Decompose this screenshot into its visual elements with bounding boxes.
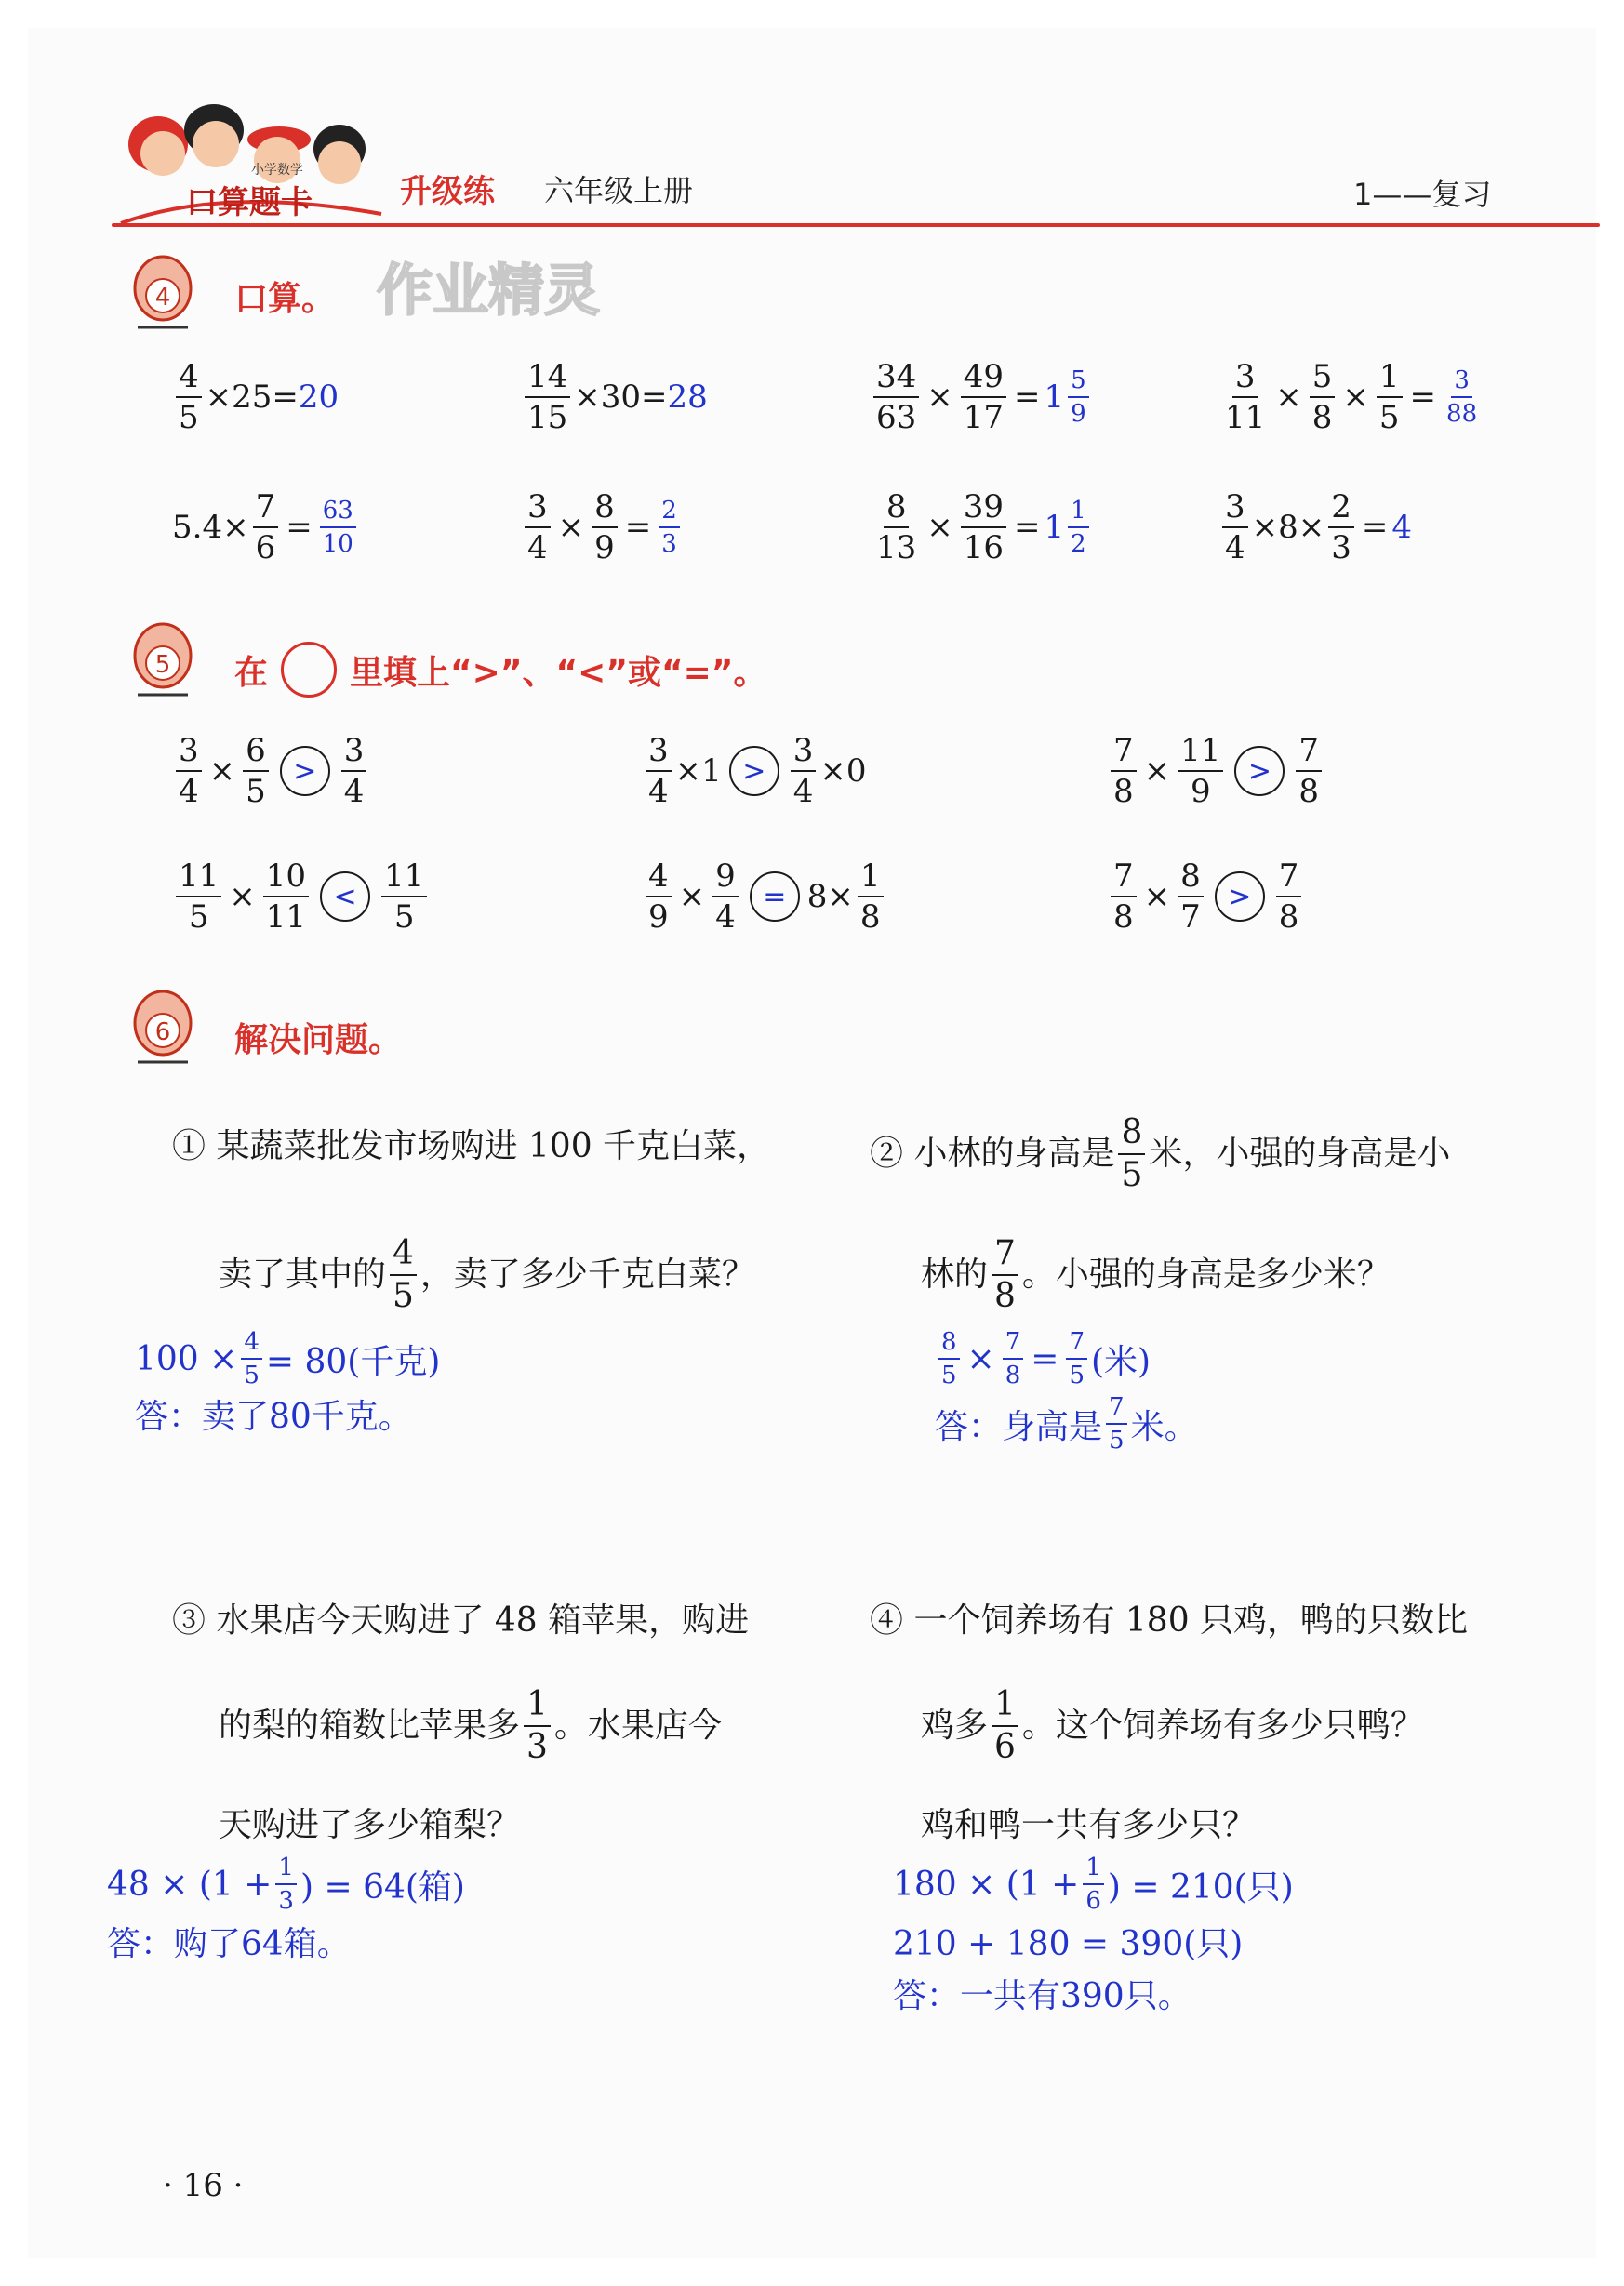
problem-2-solution: $\frac{8}{5}$ × $\frac{7}{8}$ = $\frac{7}{5}$ (米) [935, 1330, 1151, 1388]
svg-text:5: 5 [154, 651, 171, 679]
problem-1-solution: 100 × $\frac{4}{5}$ = 80(千克) [135, 1328, 441, 1389]
bird-number-icon [130, 618, 195, 702]
compare-sign[interactable]: = [750, 871, 800, 922]
problem-3-line-1: ③ 水果店今天购进了 48 箱苹果，购进 [172, 1602, 750, 1640]
calc-item-1: $\frac{4}{5}$ ×25= 20 [172, 361, 339, 433]
compare-item-1: $\frac{3}{4}$ × $\frac{6}{5}$ > $\frac{3}{4}$ [172, 735, 370, 807]
section-5-badge [130, 618, 195, 706]
section-6-badge [130, 986, 195, 1073]
calc-item-7: $\frac{8}{13}$ × $\frac{39}{16}$ = 1 $\frac{1}{2}$ [870, 491, 1093, 564]
compare-item-4: $\frac{11}{5}$ × $\frac{10}{11}$ < $\frac{11}{5}$ [172, 860, 431, 933]
problem-1-answer: 答：卖了80千克。 [135, 1398, 412, 1436]
bird-number-icon [130, 251, 195, 335]
compare-item-2: $\frac{3}{4}$ ×1 > $\frac{3}{4}$ ×0 [642, 735, 867, 807]
unit-label: 1——复习 [1353, 177, 1492, 212]
calc-item-8: $\frac{3}{4}$ ×8× $\frac{2}{3}$ = 4 [1218, 491, 1412, 564]
compare-sign[interactable]: > [1234, 746, 1285, 796]
bird-number-icon [130, 986, 195, 1070]
problem-3-solution: 48 × (1 + $\frac{1}{3}$ ) = 64(箱) [107, 1854, 465, 1915]
compare-sign[interactable]: > [729, 746, 779, 796]
calc-item-2: $\frac{14}{15}$ ×30= 28 [521, 361, 708, 433]
header-divider [112, 223, 1600, 227]
problem-2-line-1: ② 小林的身高是 $\frac{8}{5}$ 米，小强的身高是小 [870, 1113, 1451, 1194]
problem-4-line-3: 鸡和鸭一共有多少只？ [921, 1806, 1257, 1844]
problem-2-answer: 答：身高是 $\frac{7}{5}$ 米。 [935, 1393, 1198, 1455]
problem-4-solution-1: 180 × (1 + $\frac{1}{6}$ ) = 210(只) [893, 1854, 1294, 1915]
section-5-title: 在 里填上“>”、“<”或“=”。 [234, 642, 766, 698]
logo-title: 口算题卡 [186, 184, 313, 221]
problem-4-line-1: ④ 一个饲养场有 180 只鸡，鸭的只数比 [870, 1602, 1469, 1640]
compare-item-3: $\frac{7}{8}$ × $\frac{11}{9}$ > $\frac{7}{8}$ [1107, 735, 1325, 807]
problem-4-line-2: 鸡多 $\frac{1}{6}$ 。这个饲养场有多少只鸭？ [921, 1685, 1424, 1766]
problem-1-line-2: 卖了其中的 $\frac{4}{5}$ ，卖了多少千克白菜？ [219, 1234, 755, 1315]
problem-3-line-2: 的梨的箱数比苹果多 $\frac{1}{3}$ 。水果店今 [219, 1685, 722, 1766]
logo-subtitle: 小学数学 [251, 163, 303, 178]
calc-item-3: $\frac{34}{63}$ × $\frac{49}{17}$ = 1 $\frac{5}{9}$ [870, 361, 1093, 433]
watermark: 作业精灵 [377, 259, 600, 324]
section-6-title: 解决问题。 [234, 1021, 403, 1059]
svg-text:6: 6 [154, 1018, 171, 1046]
problem-2-line-2: 林的 $\frac{7}{8}$ 。小强的身高是多少米？ [921, 1234, 1391, 1315]
svg-text:4: 4 [154, 284, 171, 312]
compare-sign[interactable]: > [280, 746, 330, 796]
section-4-title: 口算。 [234, 280, 336, 318]
problem-3-line-3: 天购进了多少箱梨？ [219, 1806, 521, 1844]
compare-sign[interactable]: > [1215, 871, 1265, 922]
problem-4-solution-2: 210 + 180 = 390(只) [893, 1925, 1244, 1963]
calc-item-6: $\frac{3}{4}$ × $\frac{8}{9}$ = $\frac{2}{3}$ [521, 491, 684, 564]
compare-item-6: $\frac{7}{8}$ × $\frac{8}{7}$ > $\frac{7}{8}$ [1107, 860, 1305, 933]
compare-item-5: $\frac{4}{9}$ × $\frac{9}{4}$ = 8× $\frac{1}{8}$ [642, 860, 887, 933]
series-label: 升级练 [400, 173, 495, 210]
grade-label: 六年级上册 [544, 173, 694, 208]
calc-item-4: $\frac{3}{11}$ × $\frac{5}{8}$ × $\frac{1}{5}$ = $\frac{3}{88}$ [1225, 358, 1478, 436]
compare-sign[interactable]: < [320, 871, 370, 922]
section-4-badge [130, 251, 195, 339]
blank-circle-icon [281, 642, 337, 698]
problem-3-answer: 答：购了64箱。 [107, 1925, 351, 1963]
page-number: · 16 · [163, 2167, 244, 2204]
problem-1-line-1: ① 某蔬菜批发市场购进 100 千克白菜， [172, 1127, 771, 1165]
problem-4-answer: 答：一共有390只。 [893, 1977, 1191, 2015]
header-logo [112, 74, 391, 233]
calc-item-5: 5.4× $\frac{7}{6}$ = $\frac{63}{10}$ [172, 491, 360, 564]
